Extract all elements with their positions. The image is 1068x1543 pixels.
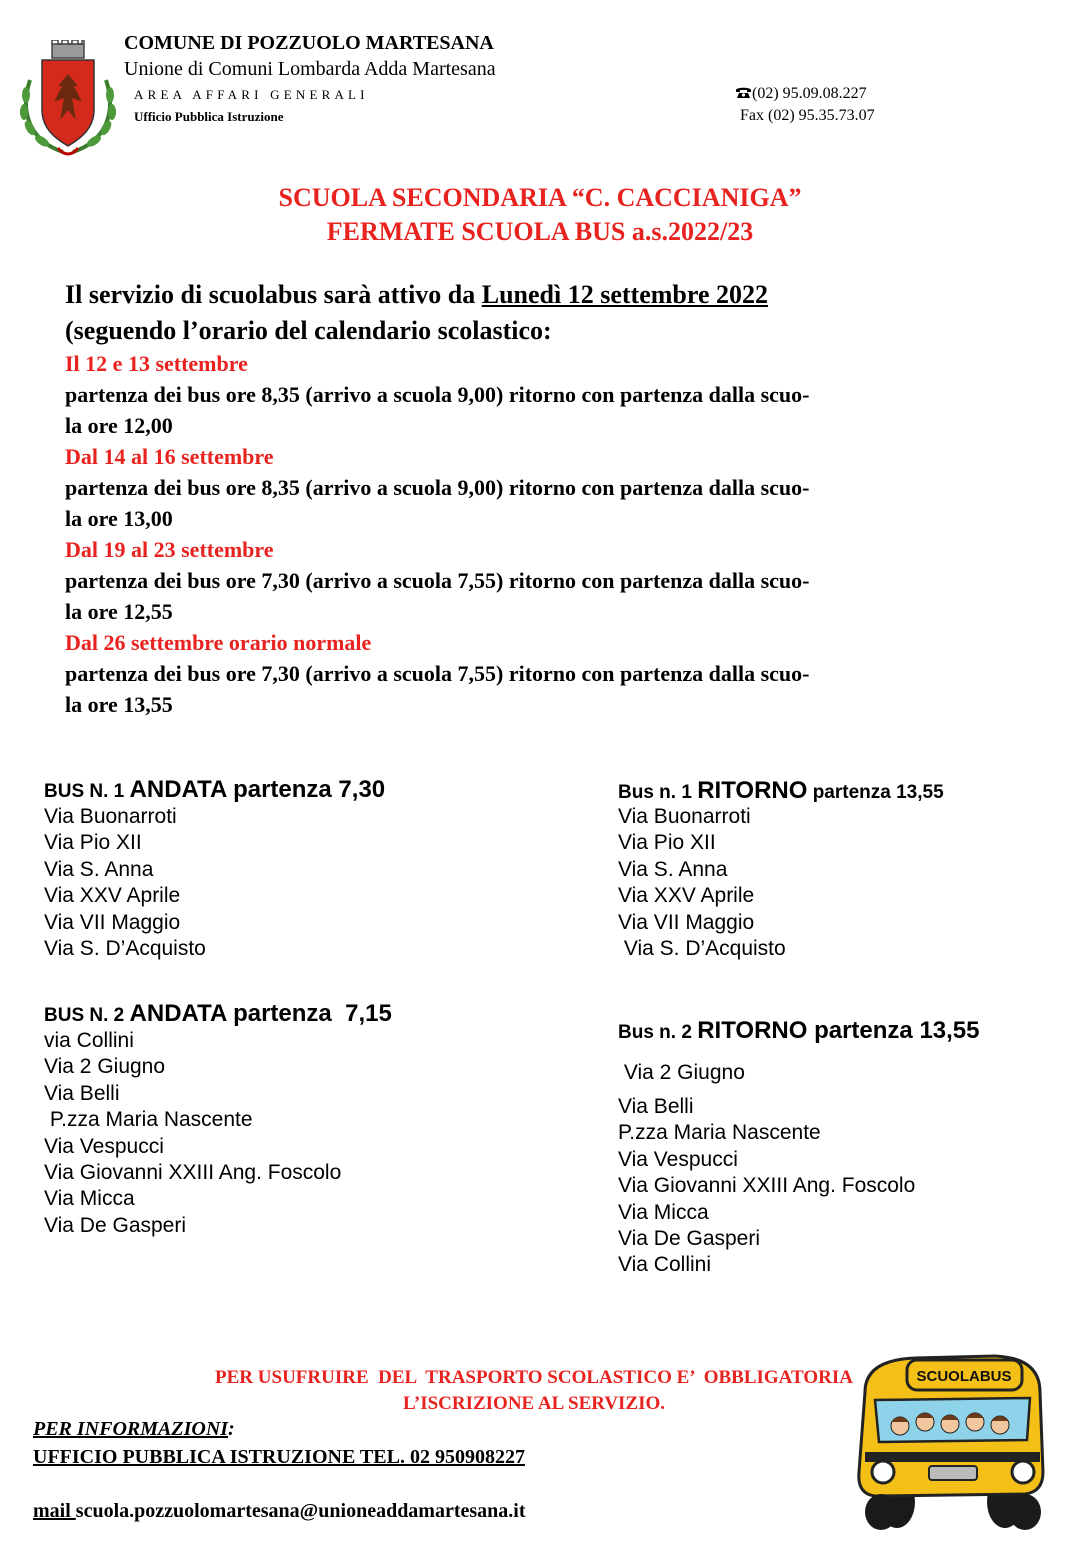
bus2-andata-prefix: BUS N. 2 (44, 1005, 130, 1026)
bus2-andata-stops (44, 1028, 341, 1239)
stop-item: Via S. D’Acquisto (618, 937, 786, 961)
schedule-period: Dal 19 al 23 settembre (65, 537, 274, 562)
unione-name: Unione di Comuni Lombarda Adda Martesana (124, 58, 496, 80)
stop-item: Via VII Maggio (618, 910, 755, 934)
municipal-crest-icon (18, 40, 118, 160)
bus2-ritorno-prefix: Bus n. 2 (618, 1022, 698, 1043)
bus1-ritorno-stops (618, 804, 786, 962)
contact-email (33, 1500, 526, 1523)
bus1-andata-stops (44, 804, 206, 962)
registration-notice-line2: L’ISCRIZIONE AL SERVIZIO. (402, 1393, 666, 1414)
schedule-line: la ore 13,00 (65, 506, 173, 531)
stop-item: Via 2 Giugno (44, 1055, 166, 1079)
phone-number (735, 85, 867, 103)
phone-icon (735, 86, 752, 99)
stop-item: Via VII Maggio (44, 910, 181, 934)
stop-item: Via De Gasperi (44, 1213, 187, 1237)
schedule-period: Il 12 e 13 settembre (65, 351, 248, 376)
stop-item: Via S. Anna (44, 857, 154, 881)
schedule-line: partenza dei bus ore 7,30 (arrivo a scuola 7,55) ritorno con partenza dalla scuo- (65, 568, 810, 593)
registration-notice-line1: PER USUFRUIRE DEL TRASPORTO SCOLASTICO E’ OBBLIGATORIA (215, 1367, 853, 1388)
bus1-andata-kind: ANDATA partenza 7,30 (129, 776, 386, 803)
stop-item: Via Vespucci (44, 1134, 164, 1158)
bus1-ritorno-prefix: Bus n. 1 (618, 782, 698, 803)
bus1-ritorno-heading (618, 777, 944, 805)
stop-item: Via Pio XII (618, 831, 716, 855)
start-date: Lunedì 12 settembre 2022 (481, 280, 768, 309)
fax-number: Fax (02) 95.35.73.07 (740, 107, 875, 124)
intro-line1-prefix: Il servizio di scuolabus sarà attivo da (65, 280, 482, 309)
schedule-line: la ore 12,00 (65, 413, 173, 438)
schedule-line: la ore 12,55 (65, 599, 173, 624)
stop-item: Via Giovanni XXIII Ang. Foscolo (618, 1174, 916, 1198)
ufficio-label: Ufficio Pubblica Istruzione (134, 109, 284, 124)
phone-number-text: (02) 95.09.08.227 (752, 85, 867, 102)
bus1-ritorno-suffix: partenza 13,55 (807, 782, 944, 803)
bus2-andata-kind: ANDATA partenza 7,15 (129, 1000, 392, 1027)
bus2-andata-heading (44, 1000, 392, 1028)
stop-item: Via Buonarroti (618, 805, 751, 828)
mail-label: mail (33, 1500, 76, 1522)
stop-item: Via S. Anna (618, 857, 728, 881)
schedule-line: partenza dei bus ore 8,35 (arrivo a scuola 9,00) ritorno con partenza dalla scuo- (65, 475, 810, 500)
document-title-line2: FERMATE SCUOLA BUS a.s.2022/23 (326, 217, 754, 246)
stop-item: Via Micca (44, 1187, 135, 1211)
bus2-ritorno-heading (618, 1017, 980, 1045)
area-label: AREA AFFARI GENERALI (134, 87, 369, 102)
bus2-ritorno-stops (618, 1094, 915, 1279)
info-colon: : (228, 1418, 235, 1440)
stop-item: via Collini (44, 1029, 134, 1052)
school-bus-icon (845, 1352, 1050, 1532)
intro-line2: (seguendo l’orario del calendario scolastico: (65, 316, 552, 345)
comune-name: COMUNE DI POZZUOLO MARTESANA (124, 32, 494, 54)
stop-item: Via Pio XII (44, 831, 142, 855)
stop-item: P.zza Maria Nascente (618, 1121, 821, 1145)
schedule-line: partenza dei bus ore 7,30 (arrivo a scuola 7,55) ritorno con partenza dalla scuo- (65, 661, 810, 686)
intro-line1 (65, 280, 768, 310)
schedule-block (65, 348, 809, 720)
stop-item: P.zza Maria Nascente (44, 1108, 253, 1132)
info-heading (33, 1418, 235, 1441)
stop-item: Via Giovanni XXIII Ang. Foscolo (44, 1161, 342, 1185)
stop-item: Via Micca (618, 1200, 709, 1224)
stop-item: Via XXV Aprile (618, 884, 755, 908)
ufficio-phone: UFFICIO PUBBLICA ISTRUZIONE TEL. 02 950908227 (33, 1446, 525, 1468)
bus2-ritorno-first-stop: Via 2 Giugno (618, 1061, 745, 1084)
stop-item: Via Belli (44, 1081, 120, 1105)
bus1-andata-prefix: BUS N. 1 (44, 781, 130, 802)
stop-item: Via S. D’Acquisto (44, 937, 206, 961)
bus-sign-text: SCUOLABUS (916, 1368, 1012, 1385)
schedule-period: Dal 14 al 16 settembre (65, 444, 274, 469)
bus2-ritorno-kind: RITORNO partenza 13,55 (697, 1017, 980, 1044)
stop-item: Via Belli (618, 1095, 694, 1118)
bus1-andata-heading (44, 776, 385, 804)
stop-item: Via De Gasperi (618, 1227, 761, 1251)
info-label: PER INFORMAZIONI (33, 1418, 229, 1440)
mail-address[interactable]: scuola.pozzuolomartesana@unioneaddamartesana.it (75, 1500, 526, 1522)
schedule-line: partenza dei bus ore 8,35 (arrivo a scuola 9,00) ritorno con partenza dalla scuo- (65, 382, 810, 407)
bus1-ritorno-kind: RITORNO (697, 777, 808, 804)
stop-item: Via Vespucci (618, 1147, 738, 1171)
stop-item: Via Collini (618, 1253, 711, 1277)
schedule-line: la ore 13,55 (65, 692, 173, 717)
stop-item: Via Buonarroti (44, 805, 177, 828)
schedule-period: Dal 26 settembre orario normale (65, 630, 372, 655)
document-title-line1: SCUOLA SECONDARIA “C. CACCIANIGA” (278, 183, 802, 212)
stop-item: Via XXV Aprile (44, 884, 181, 908)
